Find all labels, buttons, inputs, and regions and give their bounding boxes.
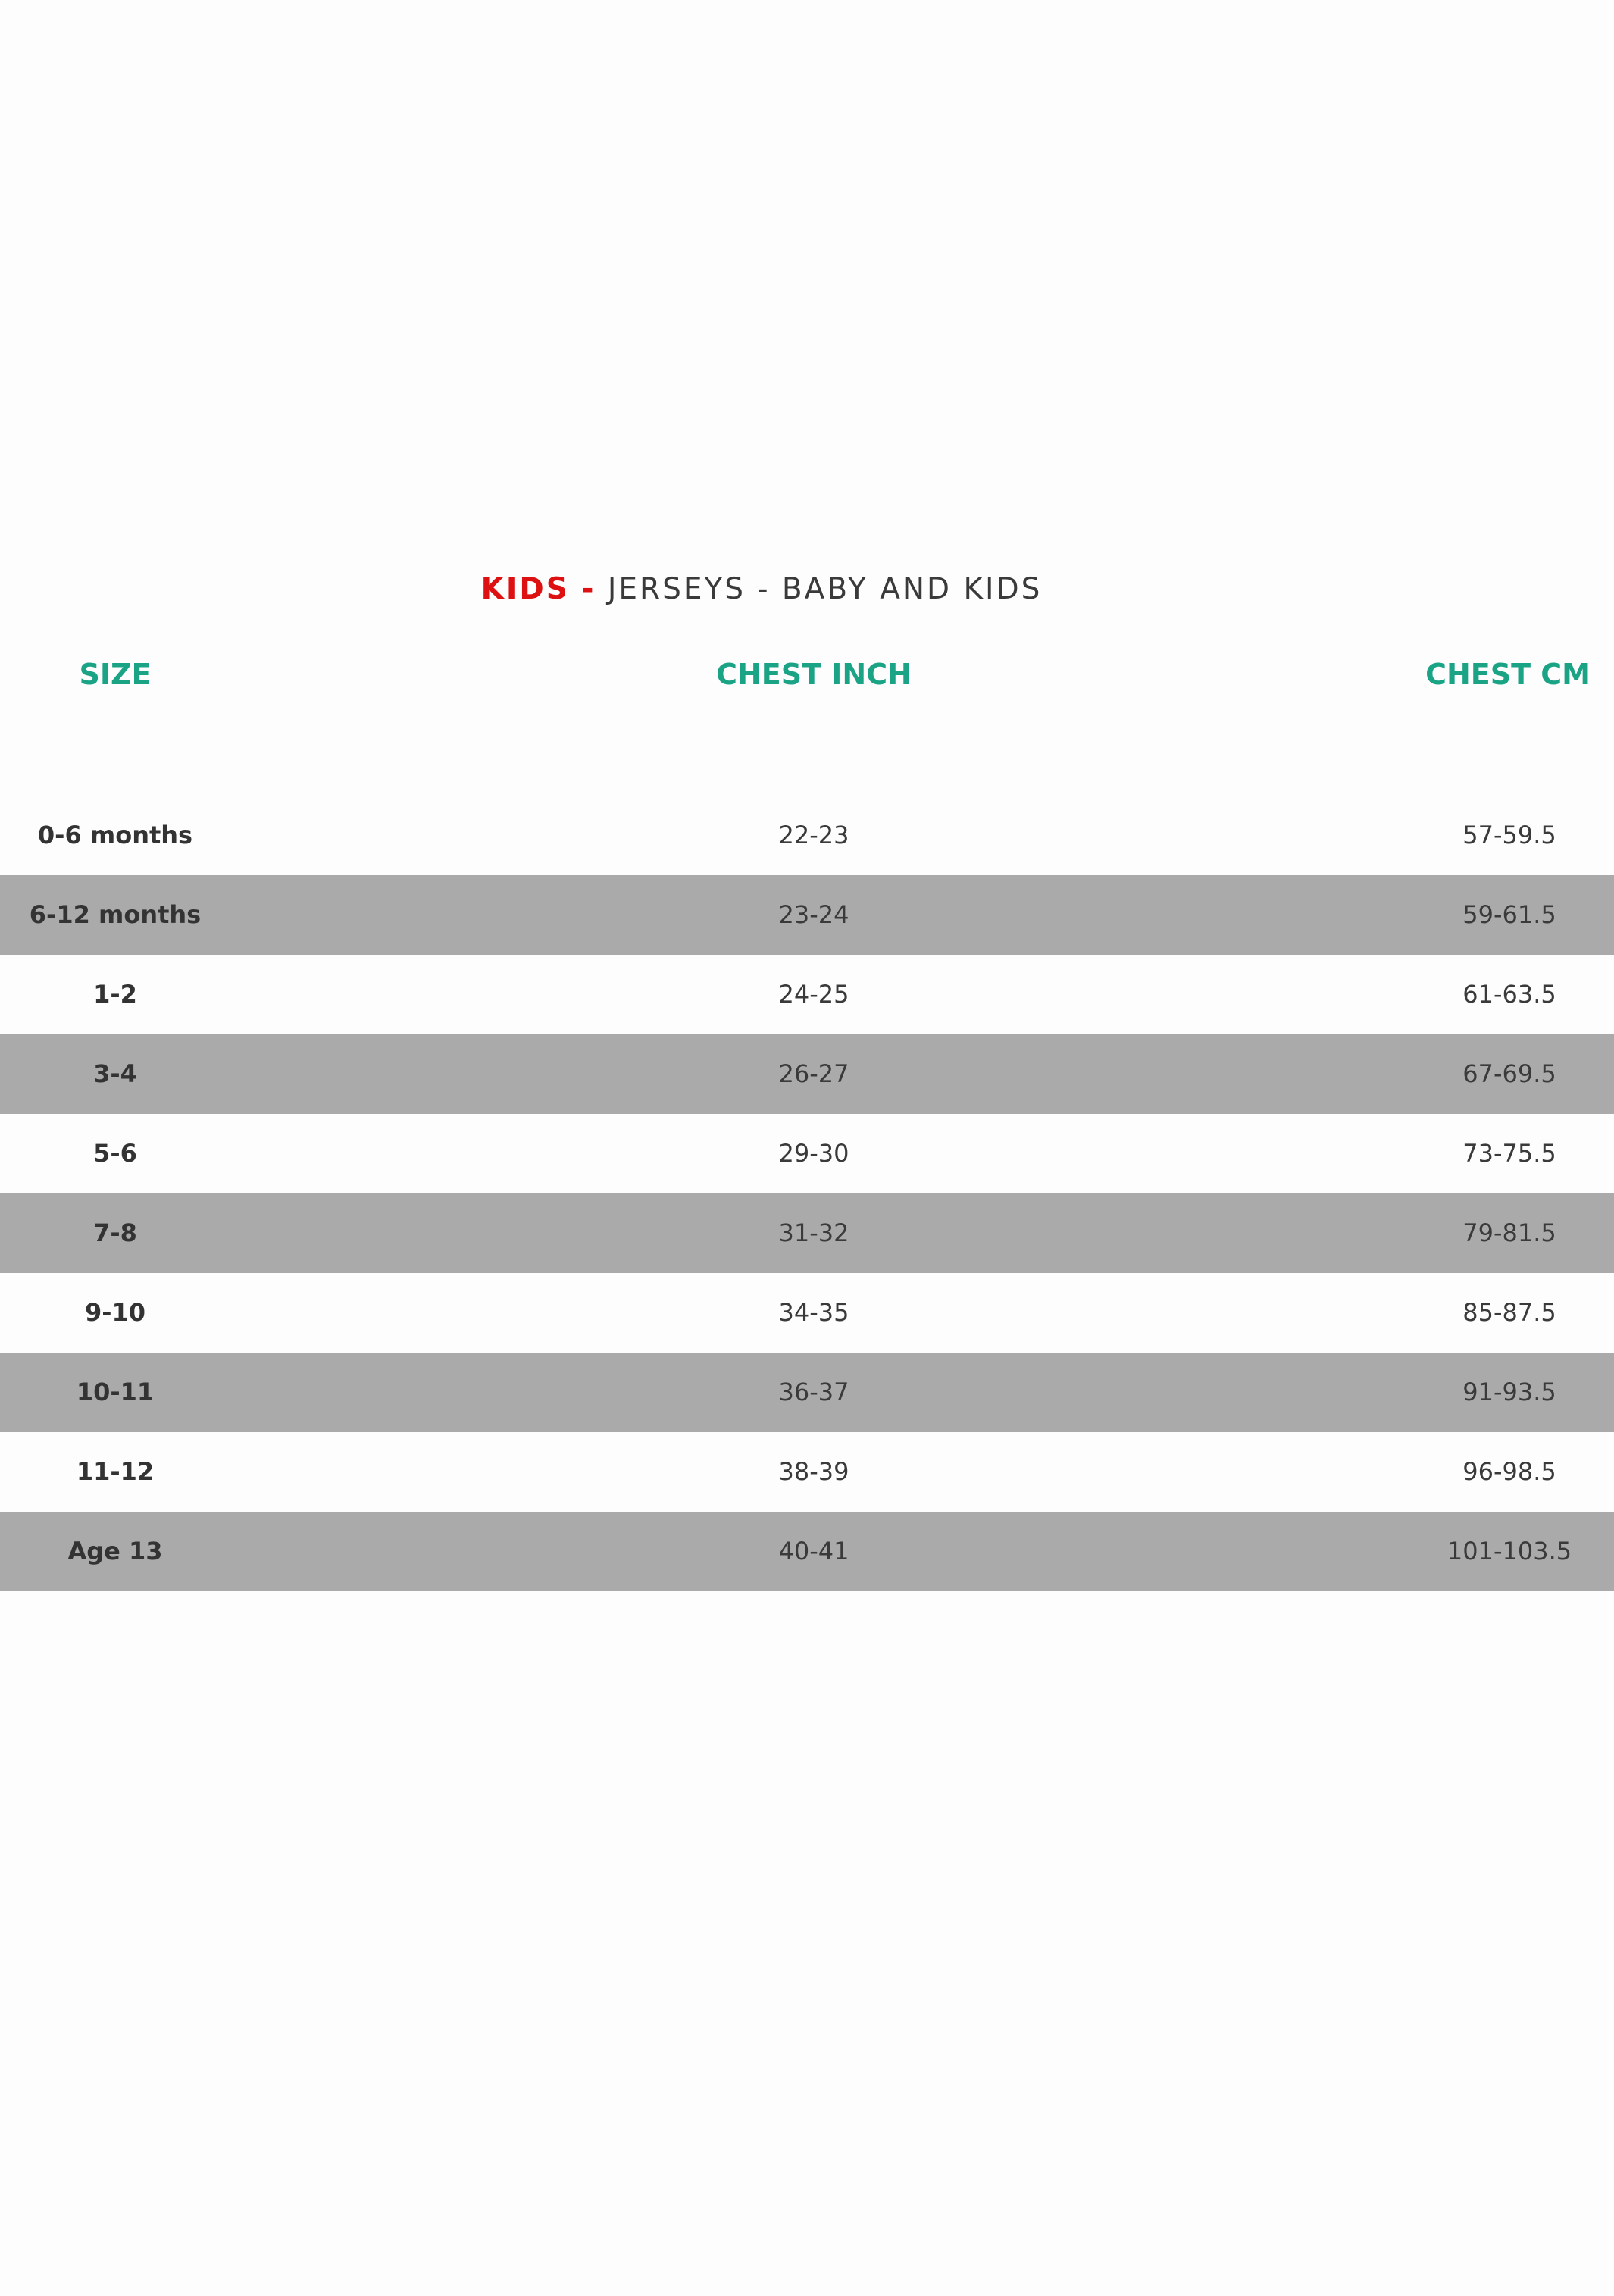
- table-header: [0, 652, 1614, 697]
- column-header-size: SIZE: [79, 658, 152, 691]
- chest-cm-cell: 61-63.5: [1462, 980, 1556, 1009]
- chest-cm-cell: 101-103.5: [1447, 1537, 1572, 1566]
- table-row: [0, 1432, 1614, 1512]
- page-title: [0, 567, 1523, 612]
- chest-inch-cell: 22-23: [778, 821, 849, 849]
- column-header-chest-inch: CHEST INCH: [716, 658, 912, 691]
- size-cell: 9-10: [84, 1298, 146, 1327]
- chest-inch-cell: 36-37: [778, 1378, 849, 1406]
- chest-cm-cell: 79-81.5: [1462, 1218, 1556, 1247]
- table-row: [0, 1034, 1614, 1114]
- size-table: [0, 796, 1614, 1591]
- chest-inch-cell: 23-24: [778, 900, 849, 929]
- chest-inch-cell: 24-25: [778, 980, 849, 1009]
- chest-inch-cell: 40-41: [778, 1537, 849, 1566]
- table-row: [0, 796, 1614, 875]
- chest-inch-cell: 29-30: [778, 1139, 849, 1168]
- size-cell: 10-11: [76, 1378, 155, 1406]
- size-cell: 7-8: [93, 1218, 137, 1247]
- table-row: [0, 1512, 1614, 1591]
- chest-cm-cell: 73-75.5: [1462, 1139, 1556, 1168]
- title-separator: -: [581, 572, 596, 606]
- table-row: [0, 875, 1614, 955]
- size-cell: 5-6: [93, 1139, 137, 1168]
- size-cell: 3-4: [93, 1059, 137, 1088]
- chest-inch-cell: 26-27: [778, 1059, 849, 1088]
- size-cell: 1-2: [93, 980, 137, 1009]
- table-row: [0, 1353, 1614, 1432]
- size-cell: 11-12: [76, 1457, 155, 1486]
- chest-inch-cell: 34-35: [778, 1298, 849, 1327]
- size-cell: 0-6 months: [37, 821, 193, 849]
- table-row: [0, 1193, 1614, 1273]
- title-accent: KIDS: [480, 572, 570, 606]
- chest-cm-cell: 59-61.5: [1462, 900, 1556, 929]
- size-cell: 6-12 months: [29, 900, 202, 929]
- chest-cm-cell: 91-93.5: [1462, 1378, 1556, 1406]
- chest-cm-cell: 96-98.5: [1462, 1457, 1556, 1486]
- chest-inch-cell: 31-32: [778, 1218, 849, 1247]
- chest-cm-cell: 67-69.5: [1462, 1059, 1556, 1088]
- chest-cm-cell: 85-87.5: [1462, 1298, 1556, 1327]
- table-row: [0, 1114, 1614, 1193]
- chest-cm-cell: 57-59.5: [1462, 821, 1556, 849]
- title-text: JERSEYS - BABY AND KIDS: [607, 572, 1043, 606]
- chest-inch-cell: 38-39: [778, 1457, 849, 1486]
- column-header-chest-cm: CHEST CM: [1425, 658, 1591, 691]
- table-row: [0, 1273, 1614, 1353]
- size-cell: Age 13: [67, 1537, 163, 1566]
- table-row: [0, 955, 1614, 1034]
